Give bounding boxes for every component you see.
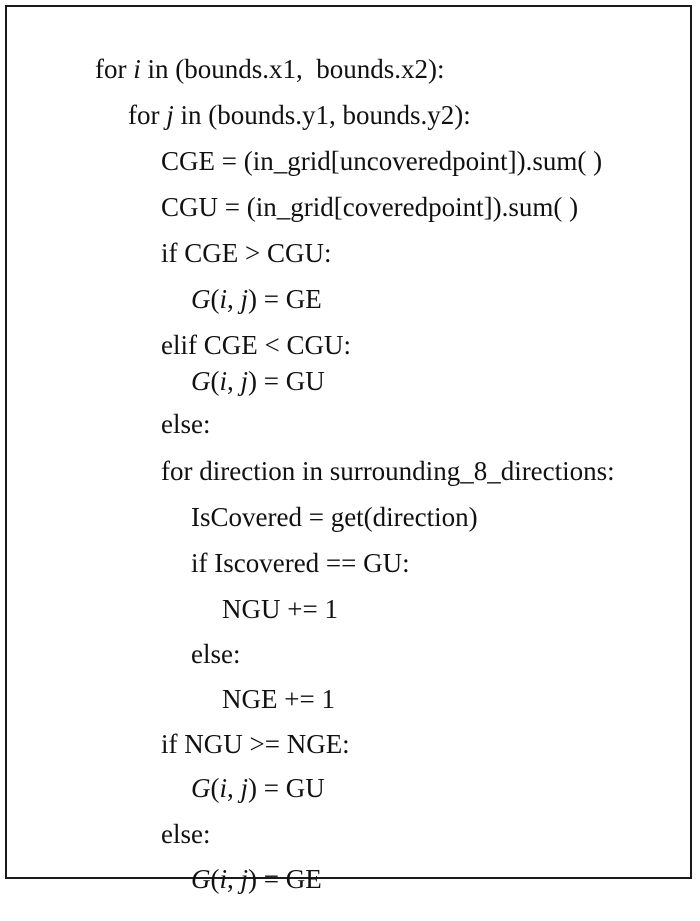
code-token: , <box>227 284 241 314</box>
code-token: CGU = (in_grid[coveredpoint]).sum( ) <box>161 192 579 222</box>
code-token: elif CGE < CGU: <box>161 330 351 360</box>
code-token-italic: i <box>219 773 228 803</box>
code-token: if Iscovered == GU: <box>191 548 410 578</box>
code-line <box>164 839 322 920</box>
code-token: ) = GU <box>248 366 325 396</box>
code-token: , <box>227 773 241 803</box>
code-token-italic: j <box>240 366 249 396</box>
code-token: else: <box>161 409 211 439</box>
code-token: IsCovered = get(direction) <box>191 502 478 532</box>
code-token: for direction in surrounding_8_directions: <box>161 456 615 486</box>
code-token: ) = GU <box>248 773 325 803</box>
code-token-italic: i <box>219 366 228 396</box>
code-token: for <box>95 54 134 84</box>
code-token-italic: G <box>191 284 211 314</box>
code-token: if CGE > CGU: <box>161 238 332 268</box>
code-token: in (bounds.y1, bounds.y2): <box>173 100 471 130</box>
code-token-italic: G <box>191 864 211 894</box>
code-token-italic: j <box>240 864 249 894</box>
code-token: else: <box>161 819 211 849</box>
code-token: ( <box>210 864 220 894</box>
code-token: if NGU >= NGE: <box>161 729 350 759</box>
code-token: NGU += 1 <box>222 594 338 624</box>
code-token: for <box>128 100 167 130</box>
code-token-italic: G <box>191 773 211 803</box>
code-token: ( <box>210 366 220 396</box>
code-token: ) = GE <box>248 284 322 314</box>
code-token-italic: j <box>240 284 249 314</box>
code-token-italic: i <box>133 54 141 84</box>
code-token: CGE = (in_grid[uncoveredpoint]).sum( ) <box>161 146 603 176</box>
code-token: NGE += 1 <box>222 684 335 714</box>
code-token: , <box>227 864 241 894</box>
code-token-italic: G <box>191 366 211 396</box>
code-token-italic: i <box>219 284 228 314</box>
code-token: else: <box>191 639 241 669</box>
code-token: in (bounds.x1, bounds.x2): <box>140 54 445 84</box>
code-token-italic: i <box>219 864 228 894</box>
code-token: ( <box>210 284 220 314</box>
code-token: ) = GE <box>248 864 322 894</box>
code-token-italic: j <box>240 773 249 803</box>
code-token: , <box>227 366 241 396</box>
code-token-italic: j <box>166 100 174 130</box>
code-token: ( <box>210 773 220 803</box>
code-box <box>5 5 692 894</box>
